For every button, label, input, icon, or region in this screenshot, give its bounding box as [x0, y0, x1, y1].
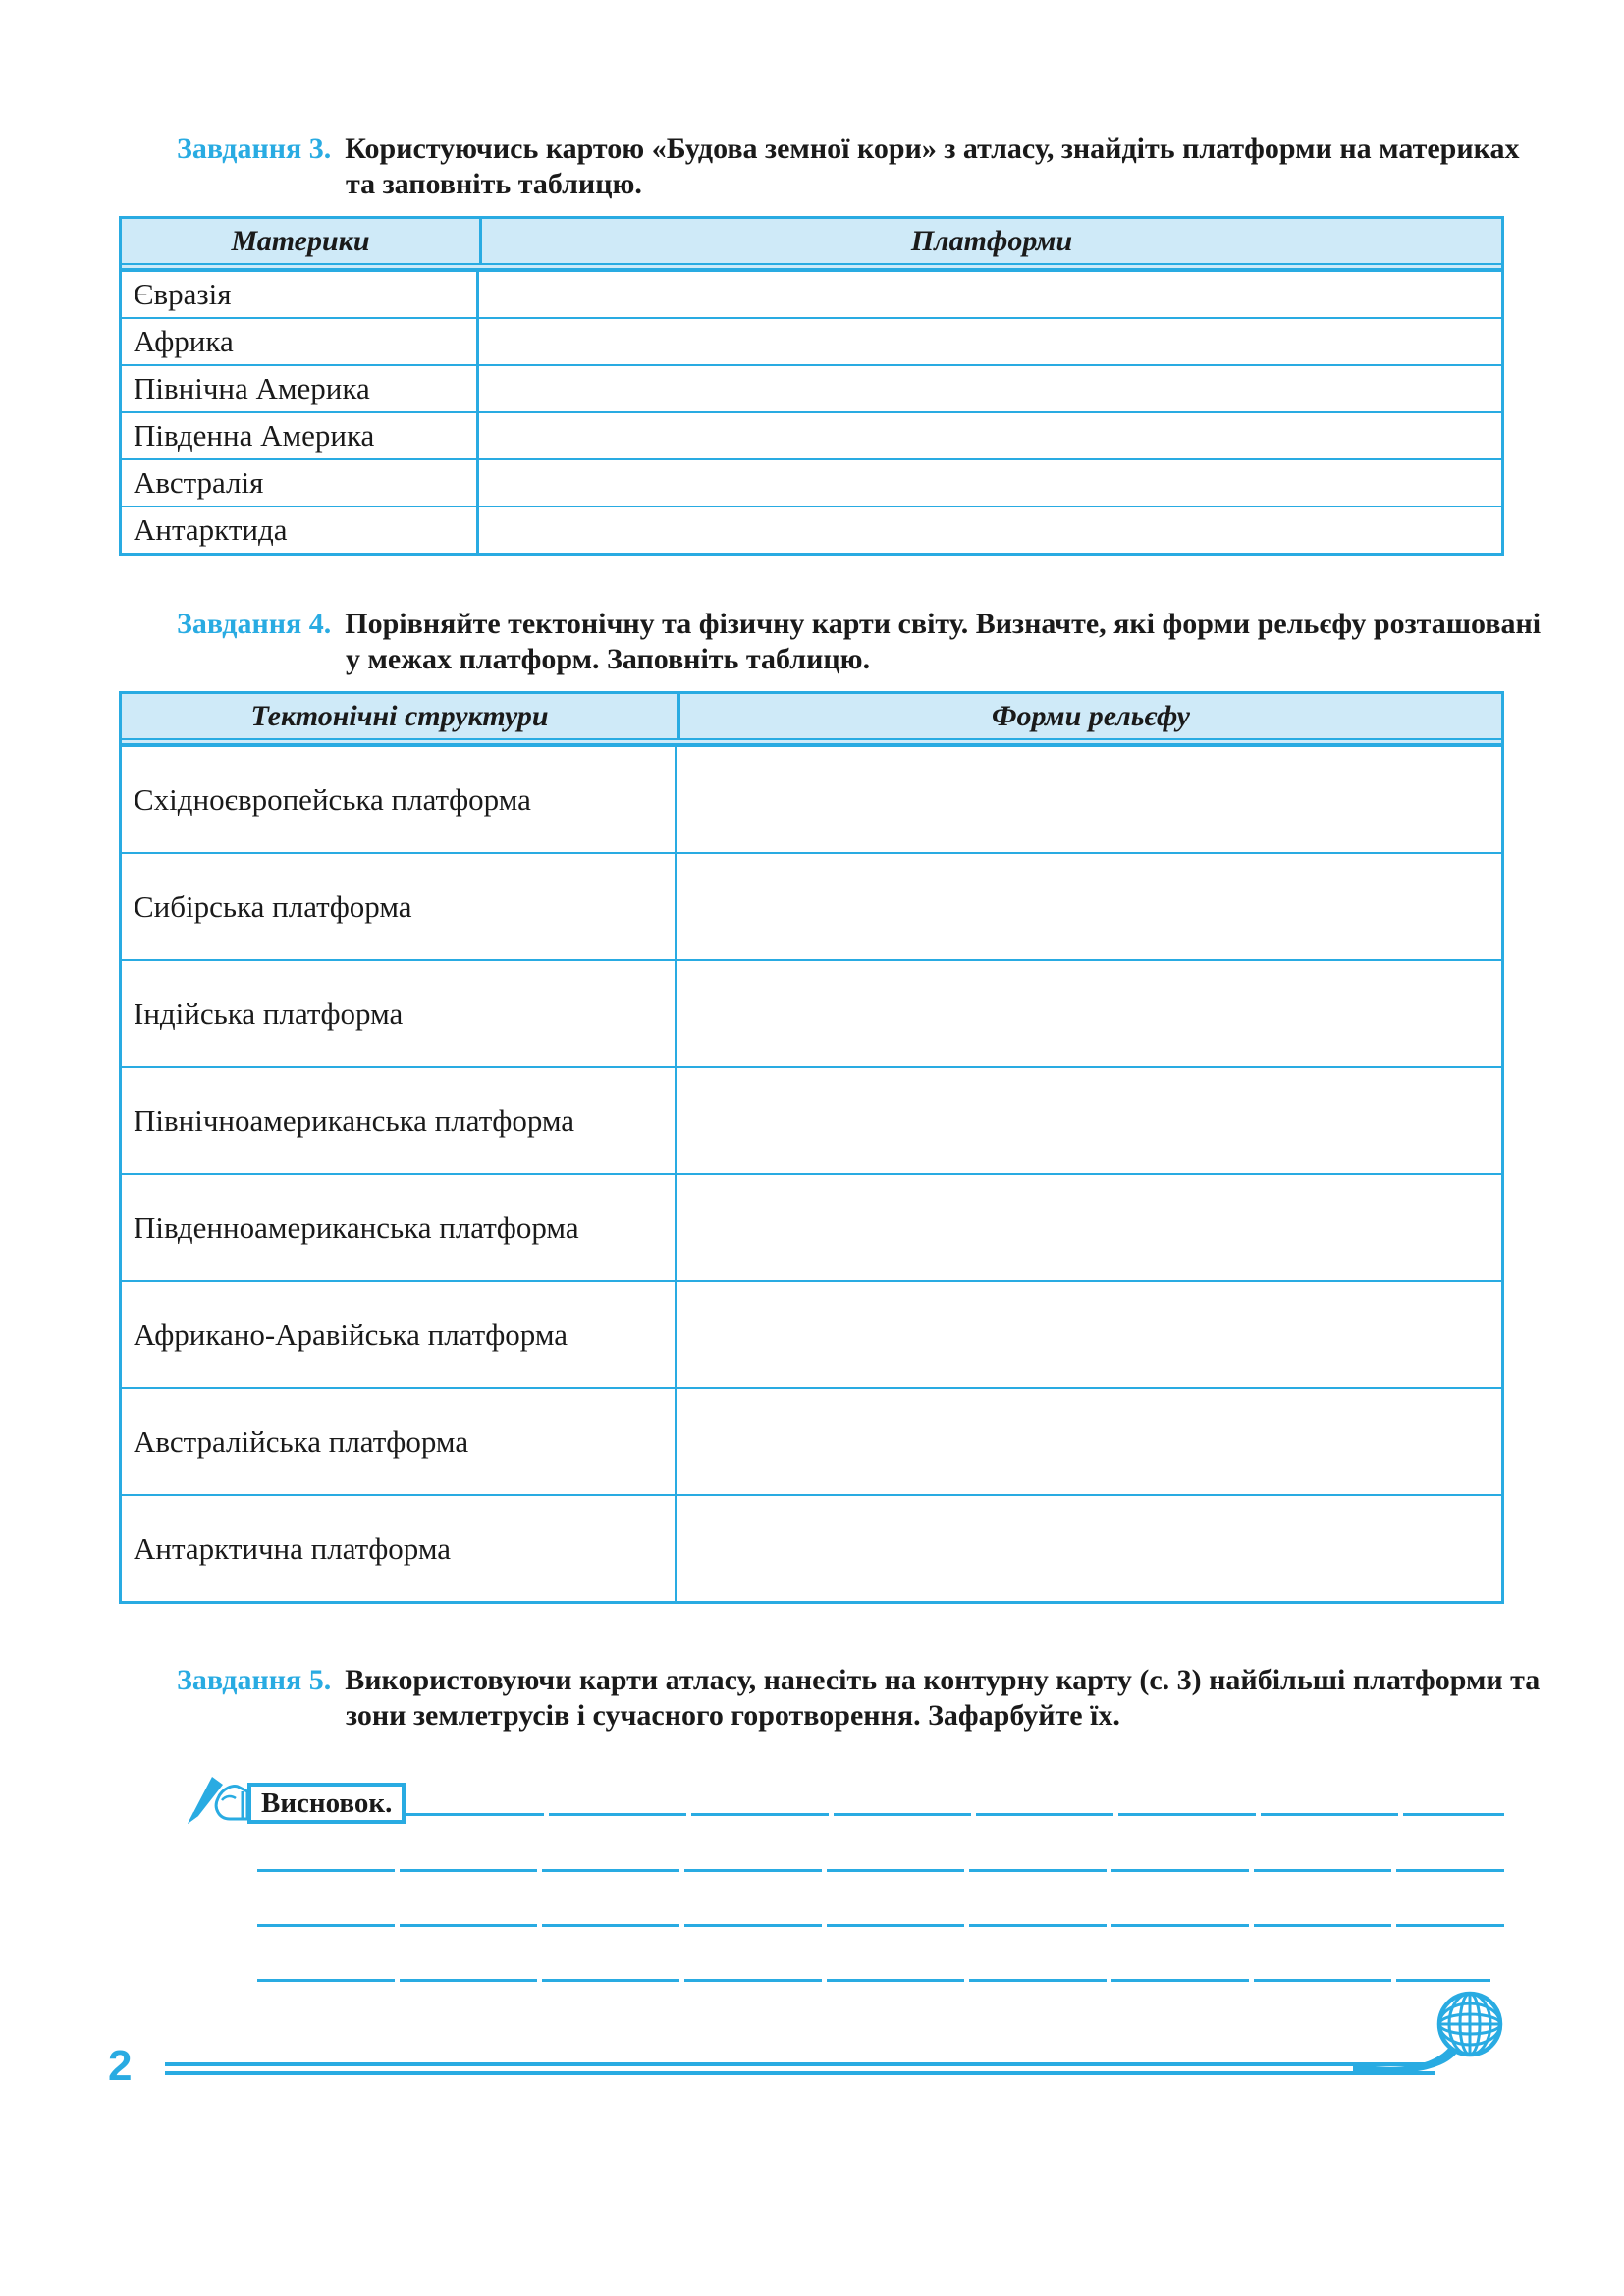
- answer-cell[interactable]: [479, 319, 1501, 364]
- task-3-label: Завдання 3.: [177, 133, 332, 165]
- answer-cell[interactable]: [677, 1496, 1501, 1601]
- answer-cell[interactable]: [677, 747, 1501, 852]
- answer-cell[interactable]: [479, 272, 1501, 317]
- table-row: [122, 745, 1501, 852]
- writing-line[interactable]: [257, 1924, 1504, 1927]
- table-row: [122, 411, 1501, 458]
- task-5-line-2: зони землетрусів і сучасного горотворення. Зафарбуйте їх.: [346, 1699, 1120, 1732]
- answer-cell[interactable]: [677, 961, 1501, 1066]
- row-label-cell: Євразія: [122, 272, 479, 317]
- table-row: [122, 364, 1501, 411]
- writing-hand-icon: [183, 1773, 253, 1833]
- task-4: [177, 607, 1542, 677]
- row-label-cell: Сибірська платформа: [122, 854, 677, 959]
- task-3-line-1: [177, 132, 1520, 167]
- row-label-cell: Австралія: [122, 460, 479, 506]
- answer-cell[interactable]: [677, 1282, 1501, 1387]
- table-header-cell: Тектонічні структури: [122, 694, 680, 738]
- conclusion-label: [247, 1783, 406, 1824]
- writing-line[interactable]: [406, 1813, 1504, 1816]
- table-row: [122, 1173, 1501, 1280]
- row-label-cell: Східноєвропейська платформа: [122, 747, 677, 852]
- answer-cell[interactable]: [479, 460, 1501, 506]
- table-header-cell: Платформи: [910, 224, 1073, 257]
- table-header-row: [122, 219, 1501, 270]
- table-header-cell: Материки: [122, 219, 482, 263]
- table-header-cell: Форми рельєфу: [992, 699, 1190, 732]
- answer-cell[interactable]: [677, 1068, 1501, 1173]
- answer-cell[interactable]: [479, 366, 1501, 411]
- task-3-line-2: та заповніть таблицю.: [346, 168, 642, 200]
- task-4-line-2: у межах платформ. Заповніть таблицю.: [346, 643, 871, 675]
- table-row: [122, 506, 1501, 553]
- task-4-line-1: [177, 607, 1542, 642]
- answer-cell[interactable]: [479, 413, 1501, 458]
- table-row: [122, 1280, 1501, 1387]
- row-label-cell: Африкано-Аравійська платформа: [122, 1282, 677, 1387]
- task-3-text: Користуючись картою «Будова земної кори» з атласу, знайдіть платформи на материках: [345, 133, 1520, 165]
- row-label-cell: Індійська платформа: [122, 961, 677, 1066]
- task-5-text: Використовуючи карти атласу, нанесіть на контурну карту (с. 3) найбільші платформи та: [345, 1664, 1541, 1696]
- table-row: [122, 1494, 1501, 1601]
- footer-rule: [165, 2062, 1435, 2066]
- table-row: [122, 1387, 1501, 1494]
- footer-rule: [165, 2071, 1435, 2075]
- task-5-label: Завдання 5.: [177, 1664, 332, 1696]
- globe-icon: [1353, 1981, 1510, 2084]
- table-row: [122, 852, 1501, 959]
- row-label-cell: Північна Америка: [122, 366, 479, 411]
- writing-line[interactable]: [257, 1979, 1490, 1982]
- conclusion-label-text: Висновок.: [261, 1787, 393, 1819]
- page-number: 2: [108, 2042, 133, 2090]
- table-row: [122, 959, 1501, 1066]
- row-label-cell: Південна Америка: [122, 413, 479, 458]
- row-label-cell: Австралійська платформа: [122, 1389, 677, 1494]
- tectonic-structures-table: [119, 691, 1504, 1604]
- task-3: [177, 132, 1520, 202]
- table-row: [122, 1066, 1501, 1173]
- continents-platforms-table: [119, 216, 1504, 556]
- row-label-cell: Антарктична платформа: [122, 1496, 677, 1601]
- writing-line[interactable]: [257, 1869, 1504, 1872]
- answer-cell[interactable]: [677, 854, 1501, 959]
- task-4-text: Порівняйте тектонічну та фізичну карти світу. Визначте, які форми рельєфу розташовані: [345, 608, 1542, 640]
- table-row: [122, 270, 1501, 317]
- table-header-row: [122, 694, 1501, 745]
- table-row: [122, 317, 1501, 364]
- row-label-cell: Південноамериканська платформа: [122, 1175, 677, 1280]
- table-row: [122, 458, 1501, 506]
- answer-cell[interactable]: [677, 1175, 1501, 1280]
- task-5-line-1: [177, 1663, 1541, 1698]
- row-label-cell: Північноамериканська платформа: [122, 1068, 677, 1173]
- answer-cell[interactable]: [677, 1389, 1501, 1494]
- task-5: [177, 1663, 1541, 1734]
- task-4-label: Завдання 4.: [177, 608, 332, 640]
- row-label-cell: Антарктида: [122, 507, 479, 553]
- answer-cell[interactable]: [479, 507, 1501, 553]
- row-label-cell: Африка: [122, 319, 479, 364]
